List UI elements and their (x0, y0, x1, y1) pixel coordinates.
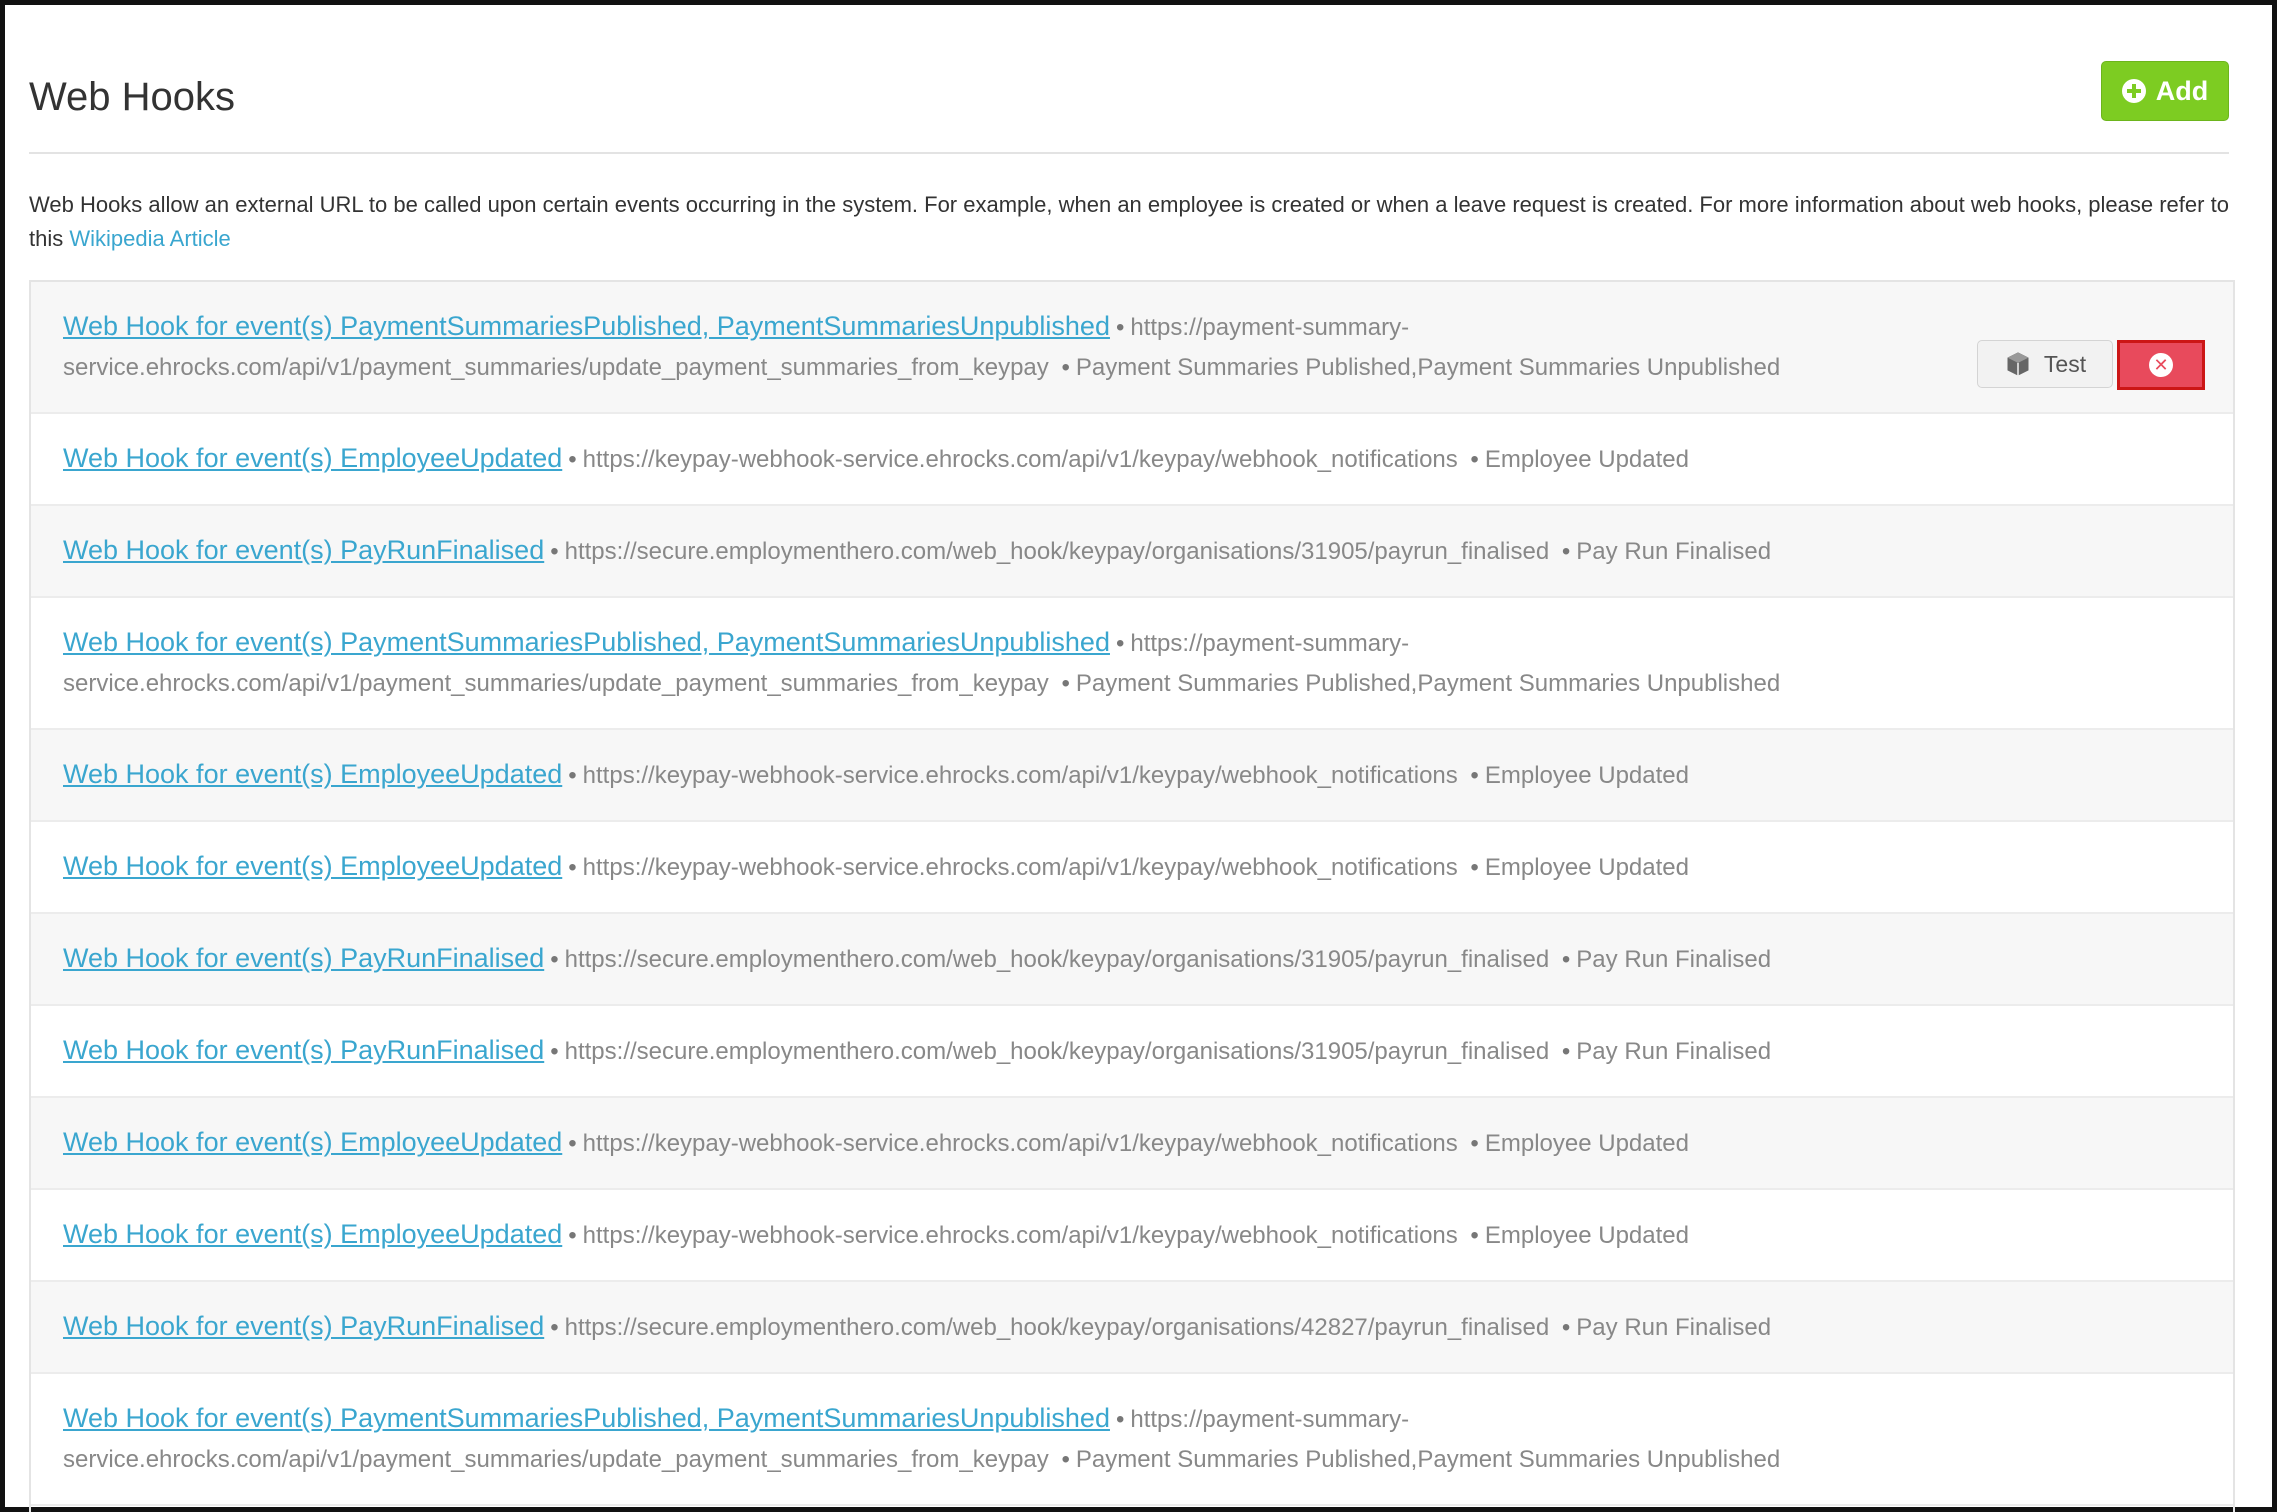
close-circle-icon: ✕ (2149, 353, 2173, 377)
web-hooks-page (5, 5, 2272, 1507)
webhook-description (63, 1306, 1953, 1348)
bullet-separator: • (568, 854, 577, 881)
webhook-url: https://keypay-webhook-service.ehrocks.com/api/v1/keypay/webhook_notifications (582, 854, 1458, 881)
webhook-url: https://secure.employmenthero.com/web_hook/keypay/organisations/42827/payrun_finalised (564, 1314, 1550, 1341)
bullet-separator: • (1555, 1038, 1571, 1065)
page-title: Web Hooks (29, 75, 236, 119)
add-button-label: Add (2155, 75, 2209, 106)
webhook-events: Pay Run Finalised (1576, 946, 1772, 973)
webhook-title-link[interactable]: Web Hook for event(s) PaymentSummariesPublished, PaymentSummariesUnpublished (63, 1403, 1110, 1433)
webhook-events: Employee Updated (1484, 1222, 1689, 1249)
webhook-url: https://secure.employmenthero.com/web_hook/keypay/organisations/31905/payrun_finalised (564, 538, 1550, 565)
webhook-row (31, 1190, 2233, 1282)
webhook-list (29, 280, 2235, 1512)
webhook-title-link[interactable]: Web Hook for event(s) PaymentSummariesPublished, PaymentSummariesUnpublished (63, 311, 1110, 341)
webhook-description (63, 306, 1953, 388)
webhook-row (31, 1374, 2233, 1506)
webhook-url: https://keypay-webhook-service.ehrocks.com/api/v1/keypay/webhook_notifications (582, 1222, 1458, 1249)
webhook-row (31, 1098, 2233, 1190)
plus-circle-icon (2122, 79, 2146, 103)
bullet-separator: • (1463, 1222, 1479, 1249)
webhook-row (31, 282, 2233, 414)
row-actions (1977, 340, 2205, 390)
webhook-events: Pay Run Finalised (1576, 1038, 1772, 1065)
bullet-separator: • (1463, 446, 1479, 473)
webhook-url: https://keypay-webhook-service.ehrocks.com/api/v1/keypay/webhook_notifications (582, 762, 1458, 789)
webhook-description (63, 1214, 1953, 1256)
webhook-row (31, 730, 2233, 822)
webhook-url: https://secure.employmenthero.com/web_hook/keypay/organisations/31905/payrun_finalised (564, 1038, 1550, 1065)
bullet-separator: • (1463, 762, 1479, 789)
webhook-description (63, 530, 1953, 572)
bullet-separator: • (568, 762, 577, 789)
bullet-separator: • (1115, 630, 1125, 657)
test-webhook-button[interactable] (1977, 340, 2113, 388)
webhook-title-link[interactable]: Web Hook for event(s) EmployeeUpdated (63, 1219, 563, 1249)
webhook-row (31, 414, 2233, 506)
bullet-separator: • (1054, 670, 1070, 697)
webhook-events: Payment Summaries Published,Payment Summaries Unpublished (1075, 1446, 1781, 1473)
webhook-events: Payment Summaries Published,Payment Summaries Unpublished (1075, 670, 1781, 697)
intro-body: Web Hooks allow an external URL to be called upon certain events occurring in the system. For example, when an employee is created or when a leave request is created. For more information about web hooks, please refer to this (29, 192, 2229, 251)
webhook-title-link[interactable]: Web Hook for event(s) PaymentSummariesPublished, PaymentSummariesUnpublished (63, 627, 1110, 657)
bullet-separator: • (1555, 1314, 1571, 1341)
webhook-description (63, 438, 1953, 480)
webhook-description (63, 1122, 1953, 1164)
intro-text (29, 188, 2239, 256)
add-webhook-button[interactable] (2101, 61, 2229, 121)
bullet-separator: • (550, 946, 559, 973)
webhook-events: Payment Summaries Published,Payment Summaries Unpublished (1075, 354, 1781, 381)
webhook-url: https://payment-summary-service.ehrocks.com/api/v1/payment_summaries/update_payment_summaries_from_keypay (63, 630, 1410, 697)
bullet-separator: • (550, 1314, 559, 1341)
webhook-title-link[interactable]: Web Hook for event(s) PayRunFinalised (63, 1311, 545, 1341)
wikipedia-article-link[interactable]: Wikipedia Article (69, 226, 231, 251)
bullet-separator: • (568, 1130, 577, 1157)
webhook-row (31, 598, 2233, 730)
bullet-separator: • (550, 538, 559, 565)
bullet-separator: • (1463, 854, 1479, 881)
cube-icon (2004, 350, 2032, 378)
bullet-separator: • (1555, 538, 1571, 565)
bullet-separator: • (1555, 946, 1571, 973)
webhook-url: https://payment-summary-service.ehrocks.com/api/v1/payment_summaries/update_payment_summaries_from_keypay (63, 314, 1410, 381)
webhook-row (31, 506, 2233, 598)
webhook-description (63, 754, 1953, 796)
webhook-title-link[interactable]: Web Hook for event(s) EmployeeUpdated (63, 443, 563, 473)
webhook-events: Employee Updated (1484, 446, 1689, 473)
webhook-events: Pay Run Finalised (1576, 538, 1772, 565)
webhook-events: Employee Updated (1484, 854, 1689, 881)
webhook-url: https://keypay-webhook-service.ehrocks.com/api/v1/keypay/webhook_notifications (582, 1130, 1458, 1157)
bullet-separator: • (1054, 354, 1070, 381)
bullet-separator: • (568, 1222, 577, 1249)
bullet-separator: • (1115, 314, 1125, 341)
webhook-title-link[interactable]: Web Hook for event(s) PayRunFinalised (63, 535, 545, 565)
bullet-separator: • (1115, 1406, 1125, 1433)
webhook-title-link[interactable]: Web Hook for event(s) EmployeeUpdated (63, 1127, 563, 1157)
webhook-url: https://keypay-webhook-service.ehrocks.com/api/v1/keypay/webhook_notifications (582, 446, 1458, 473)
webhook-events: Pay Run Finalised (1576, 1314, 1772, 1341)
webhook-title-link[interactable]: Web Hook for event(s) PayRunFinalised (63, 1035, 545, 1065)
page-header (29, 57, 2229, 154)
webhook-url: https://payment-summary-service.ehrocks.com/api/v1/payment_summaries/update_payment_summaries_from_keypay (63, 1406, 1410, 1473)
webhook-events: Employee Updated (1484, 762, 1689, 789)
webhook-row (31, 914, 2233, 1006)
test-button-label: Test (2043, 350, 2087, 377)
webhook-title-link[interactable]: Web Hook for event(s) EmployeeUpdated (63, 851, 563, 881)
bullet-separator: • (1054, 1446, 1070, 1473)
webhook-description (63, 622, 1953, 704)
webhook-description (63, 1030, 1953, 1072)
bullet-separator: • (568, 446, 577, 473)
webhook-events: Employee Updated (1484, 1130, 1689, 1157)
webhook-title-link[interactable]: Web Hook for event(s) PayRunFinalised (63, 943, 545, 973)
bullet-separator: • (1463, 1130, 1479, 1157)
webhook-title-link[interactable]: Web Hook for event(s) EmployeeUpdated (63, 759, 563, 789)
delete-webhook-button[interactable] (2117, 340, 2205, 390)
webhook-description (63, 1398, 1953, 1480)
webhook-description (63, 846, 1953, 888)
webhook-url: https://secure.employmenthero.com/web_hook/keypay/organisations/31905/payrun_finalised (564, 946, 1550, 973)
bullet-separator: • (550, 1038, 559, 1065)
webhook-row (31, 1006, 2233, 1098)
webhook-description (63, 938, 1953, 980)
webhook-row (31, 822, 2233, 914)
webhook-row (31, 1282, 2233, 1374)
